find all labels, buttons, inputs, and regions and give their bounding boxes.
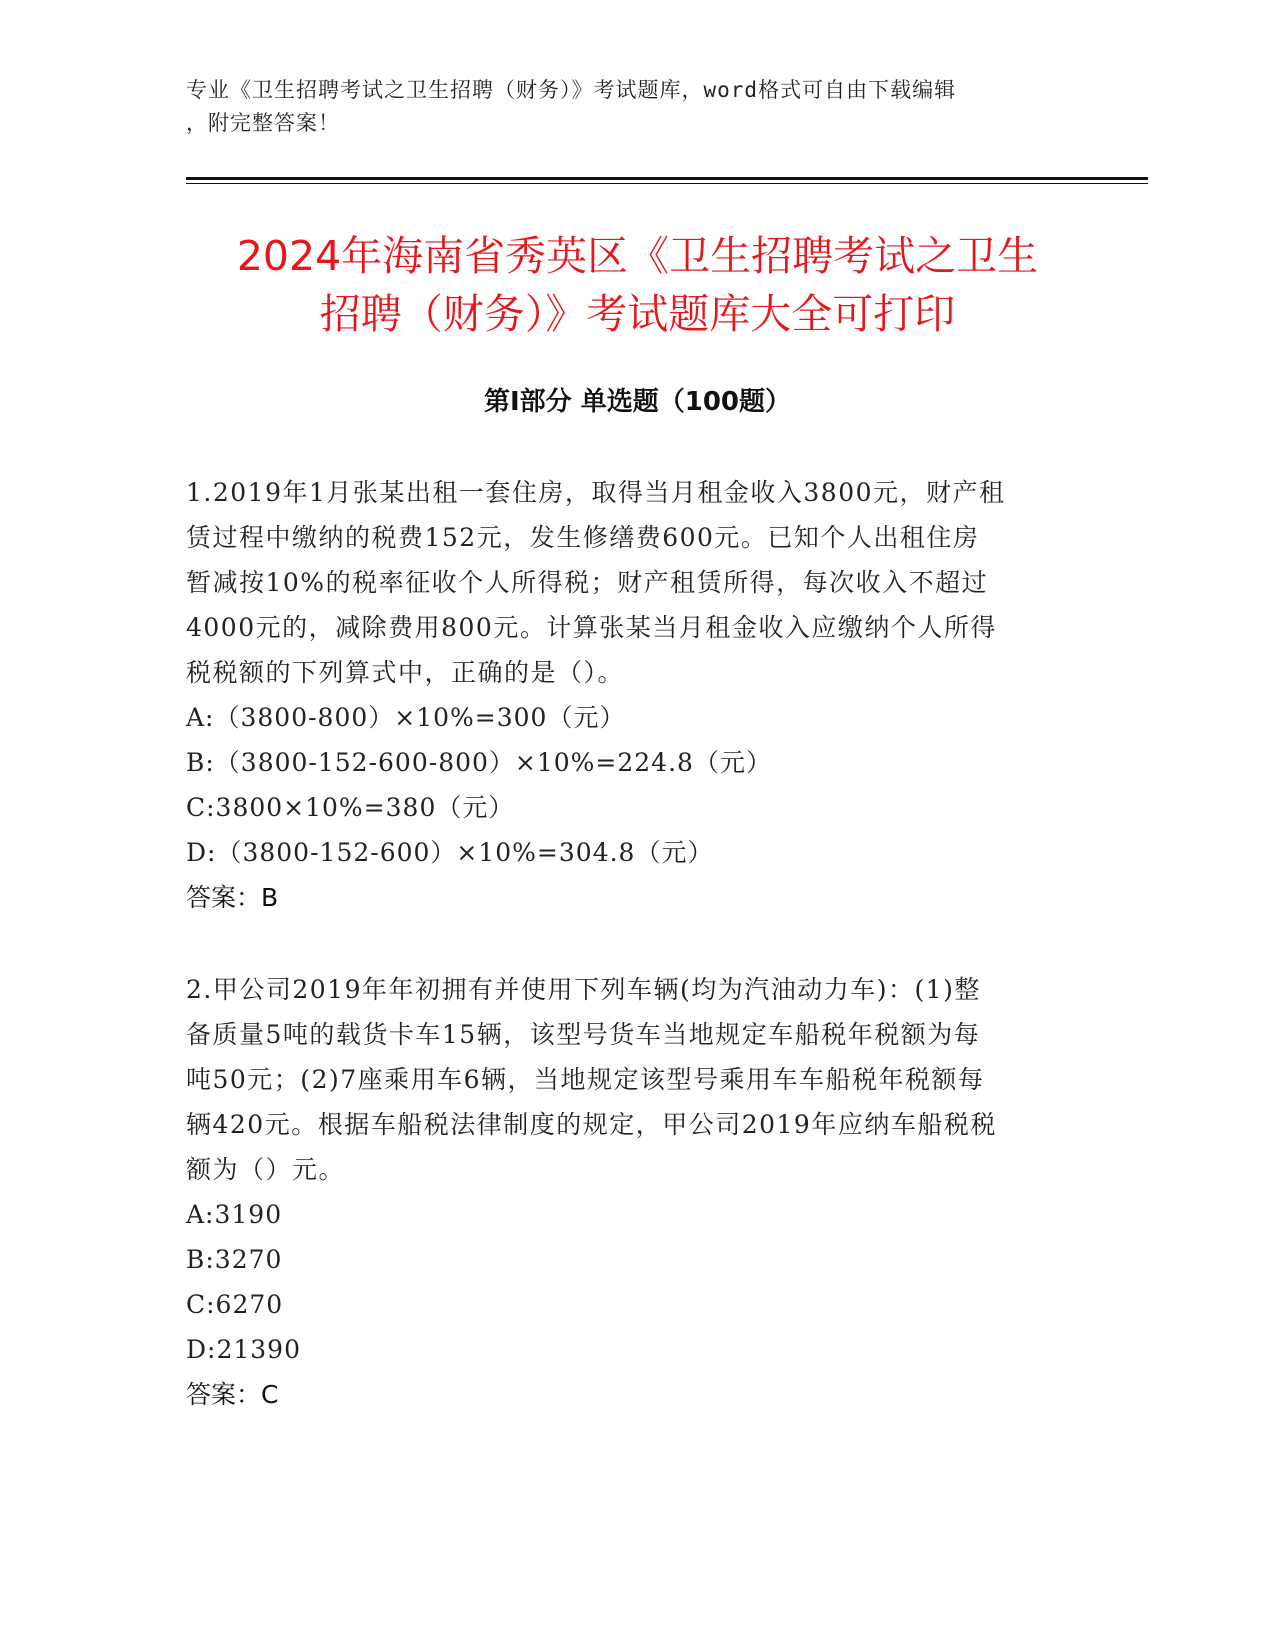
- stem-line: 1.2019年1月张某出租一套住房，取得当月租金收入3800元，财产租: [186, 478, 1006, 507]
- stem-line: 赁过程中缴纳的税费152元，发生修缮费600元。已知个人出租住房: [186, 523, 980, 552]
- document-title: [150, 227, 1125, 343]
- question-stem: [186, 967, 1086, 1192]
- header-line-2: ，附完整答案！: [186, 111, 340, 135]
- option-a: A:（3800-800）×10%=300（元）: [186, 703, 626, 732]
- stem-line: 2.甲公司2019年年初拥有并使用下列车辆(均为汽油动力车)：(1)整: [186, 975, 981, 1004]
- answer-label: 答案：C: [186, 1380, 279, 1409]
- header-divider-thick: [186, 177, 1148, 180]
- option-b: B:3270: [186, 1245, 283, 1274]
- stem-line: 吨50元；(2)7座乘用车6辆，当地规定该型号乘用车车船税年税额每: [186, 1065, 985, 1094]
- question-1: [186, 470, 1086, 920]
- section-heading: 第Ⅰ部分 单选题（100题）: [484, 387, 791, 417]
- question-2: [186, 967, 1086, 1417]
- option-c: C:3800×10%=380（元）: [186, 793, 515, 822]
- option-b: B:（3800-152-600-800）×10%=224.8（元）: [186, 748, 772, 777]
- title-line-1: 2024年海南省秀英区《卫生招聘考试之卫生: [236, 232, 1039, 280]
- option-d: D:21390: [186, 1335, 301, 1364]
- option-a: A:3190: [186, 1200, 283, 1229]
- answer-label: 答案：B: [186, 883, 279, 912]
- header-line-1: 专业《卫生招聘考试之卫生招聘（财务）》考试题库，word格式可自由下载编辑: [186, 78, 957, 102]
- stem-line: 辆420元。根据车船税法律制度的规定，甲公司2019年应纳车船税税: [186, 1110, 997, 1139]
- header-divider-thin: [186, 183, 1148, 184]
- stem-line: 4000元的，减除费用800元。计算张某当月租金收入应缴纳个人所得: [186, 613, 997, 642]
- stem-line: 暂减按10%的税率征收个人所得税；财产租赁所得，每次收入不超过: [186, 568, 989, 597]
- page-header: [186, 74, 1086, 140]
- title-line-2: 招聘（财务）》考试题库大全可打印: [319, 290, 956, 338]
- stem-line: 额为（）元。: [186, 1155, 346, 1184]
- option-c: C:6270: [186, 1290, 284, 1319]
- option-d: D:（3800-152-600）×10%=304.8（元）: [186, 838, 714, 867]
- stem-line: 税税额的下列算式中，正确的是（）。: [186, 658, 625, 687]
- stem-line: 备质量5吨的载货卡车15辆，该型号货车当地规定车船税年税额为每: [186, 1020, 981, 1049]
- question-stem: [186, 470, 1086, 695]
